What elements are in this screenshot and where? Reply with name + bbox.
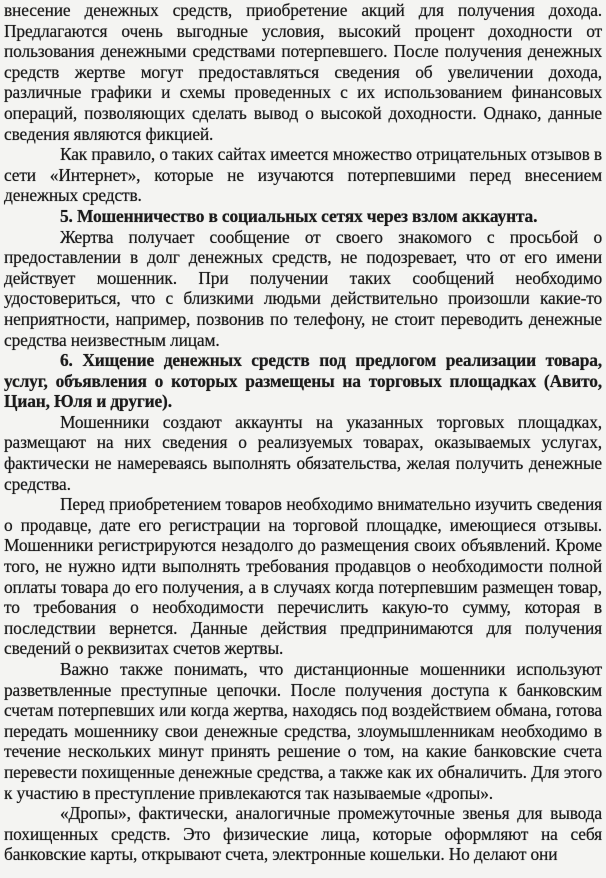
paragraph-drops: «Дропы», фактически, аналогичные промежуточные звенья для вывода похищенных средств. Это физические лица, которые оформляют на себя банковские карты, открывают счета, электронные кошельки. Но делают они <box>4 803 602 865</box>
paragraph-friend-message: Жертва получает сообщение от своего знакомого с просьбой о предоставлении в долг денежных средств, не подозревает, что от его имени действует мошенник. При получении таких сообщений необходимо удостовериться, что с близкими людьми действительно произошли какие-то неприятности, например, позвонив по телефону, не стоит переводить денежные средства неизвестным лицам. <box>4 226 602 350</box>
paragraph-negative-reviews: Как правило, о таких сайтах имеется множество отрицательных отзывов в сети «Интернет», которые не изучаются потерпевшими перед внесением денежных средств. <box>4 144 602 206</box>
paragraph-check-seller: Перед приобретением товаров необходимо внимательно изучить сведения о продавце, дате его регистрации на торговой площадке, имеющиеся отзывы. Мошенники регистрируются незадолго до размещения своих объявлений. Кроме того, не нужно идти выполнять требования продавцов о необходимости полной оплаты товара до его получения, а в случаях когда потерпевшим размещен товар, то требования о необходимости перечислить какую-то сумму, которая в последствии вернется. Данные действия предпринимаются для получения сведений о реквизитах счетов жертвы. <box>4 494 602 659</box>
section-heading-6-marketplace-fraud: 6. Хищение денежных средств под предлогом реализации товара, услуг, объявления о которых размещены на торговых площадках (Авито, Циан, Юля и другие). <box>4 350 602 412</box>
section-heading-5-social-network-fraud: 5. Мошенничество в социальных сетях через взлом аккаунта. <box>60 205 538 226</box>
paragraph-continued-investment-fraud: внесение денежных средств, приобретение акций для получения дохода. Предлагаются очень выгодные условия, высокий процент доходности от пользования денежными средствами потерпевшего. После получения денежных средств жертве могут предоставляться сведения об увеличении дохода, различные графики и схемы проведенных с их использованием финансовых операций, позволяющих сделать вывод о высокой доходности. Однако, данные сведения являются фикцией. <box>4 0 602 144</box>
paragraph-fake-accounts: Мошенники создают аккаунты на указанных торговых площадках, размещают на них сведения о реализуемых товарах, оказываемых услугах, фактически не намереваясь выполнять обязательства, желая получить денежные средства. <box>4 411 602 494</box>
paragraph-criminal-chains: Важно также понимать, что дистанционные мошенники используют разветвленные преступные цепочки. После получения доступа к банковским счетам потерпевших или когда жертва, находясь под воздействием обмана, готова передать мошеннику свои денежные средства, злоумышленникам необходимо в течение нескольких минут принять решение о том, на какие банковские счета перевести похищенные денежные средства, а также как их обналичить. Для этого к участию в преступление привлекаются так называемые «дропы». <box>4 659 602 803</box>
document-page <box>4 0 602 865</box>
